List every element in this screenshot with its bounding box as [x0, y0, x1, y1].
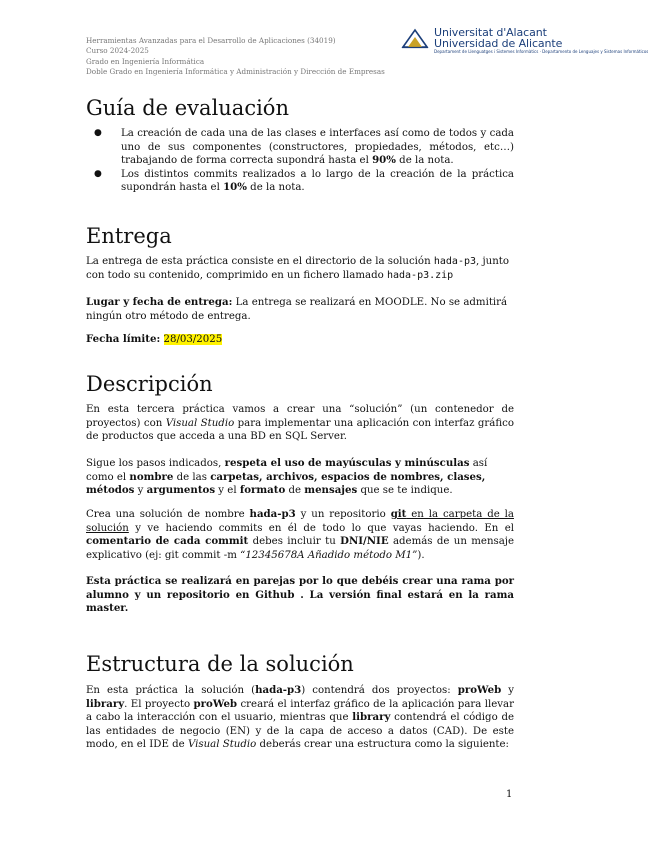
text-run: , junto con todo su contenido, comprimido en un fichero llamado: [86, 256, 510, 281]
description-paragraph-2: [86, 457, 514, 498]
bold-run: mensajes: [304, 484, 358, 496]
text-run: deberás crear una estructura como la siguiente:: [256, 739, 509, 750]
text-run: La entrega se realizará en MOODLE. No se admitirá ningún otro método de entrega.: [86, 297, 508, 322]
bold-run: respeta el uso de mayúsculas y minúsculas: [224, 457, 470, 469]
bold-run: Esta práctica se realizará en parejas por lo que debéis crear una rama por alumno y un repositorio en Github . La versión final estará en la rama master.: [86, 575, 514, 614]
course-header: [86, 36, 406, 78]
text-run: y: [134, 485, 147, 496]
delivery-place-label: Lugar y fecha de entrega:: [86, 296, 233, 308]
bullet-emphasis: 10%: [223, 181, 247, 193]
visual-studio-term: Visual Studio: [165, 417, 235, 429]
delivery-place-paragraph: [86, 296, 514, 323]
description-paragraph-3: [86, 508, 514, 562]
heading-delivery: Entrega: [86, 224, 172, 248]
code-solution-dir: hada-p3: [433, 256, 477, 267]
university-logo: [401, 24, 648, 64]
list-item: [86, 168, 514, 195]
logo-line-2: Universidad de Alicante: [434, 37, 563, 50]
academic-year: Curso 2024-2025: [86, 46, 149, 56]
text-run: debes incluir tu: [248, 536, 341, 547]
bold-run: DNI/NIE: [340, 535, 389, 547]
text-run: La entrega de esta práctica consiste en el directorio de la solución: [86, 256, 434, 267]
bold-run: proWeb: [457, 684, 502, 696]
bold-run: hada-p3: [249, 508, 296, 520]
delivery-paragraph: [86, 255, 514, 282]
text-run: para implementar una aplicación con interfaz gráfico de productos que acceda a una BD en SQL Server.: [86, 417, 514, 442]
bullet-text-tail: de la nota.: [395, 155, 454, 166]
bold-run: library: [86, 697, 125, 710]
underline-run: en la carpeta de la solución: [86, 509, 514, 534]
text-run: En esta tercera práctica vamos a crear una “solución” (un contenedor de proyectos) con: [86, 404, 514, 429]
bold-run: hada-p3: [255, 684, 302, 696]
logo-subtitle: Departament de Llenguatges i Sistemes Informàtics · Departamento de Lenguajes y Sistemas Informáticos: [434, 49, 648, 54]
course-title: Herramientas Avanzadas para el Desarrollo de Aplicaciones (34019): [86, 36, 336, 45]
text-run: y: [501, 685, 515, 696]
bold-run: formato: [239, 484, 286, 496]
text-run: ).: [417, 549, 425, 561]
text-run: de: [285, 485, 305, 496]
deadline-paragraph: [86, 333, 514, 347]
text-run: además de un mensaje explicativo (ej: git commit -m: [86, 536, 514, 561]
bold-run: carpetas, archivos, espacios de nombres, clases, métodos: [86, 470, 486, 496]
heading-evaluation: Guía de evaluación: [86, 96, 289, 120]
degree-2: Doble Grado en Ingeniería Informática y Administración y Dirección de Empresas: [86, 67, 385, 77]
heading-description: Descripción: [86, 372, 213, 396]
bold-run: library: [352, 711, 391, 723]
text-run: y un repositorio: [295, 509, 391, 520]
text-run: Sigue los pasos indicados,: [86, 458, 225, 469]
bullet-text: Los distintos commits realizados a lo largo de la creación de la práctica supondrán hasta el: [121, 168, 514, 193]
logo-line-1: Universitat d'Alacant: [434, 26, 547, 39]
structure-paragraph: [86, 684, 514, 752]
text-run: Crea una solución de nombre: [86, 509, 250, 520]
bold-underline-run: git: [390, 508, 407, 520]
list-item: [86, 127, 514, 168]
deadline-value: 28/03/2025: [163, 334, 223, 345]
bullet-text-tail: de la nota.: [246, 182, 305, 193]
code-zip-file: hada-p3.zip: [386, 269, 454, 281]
bullet-icon: ●: [94, 128, 102, 138]
italic-run: “12345678A Añadido método M1”: [240, 549, 418, 561]
bold-run: comentario de cada commit: [86, 535, 249, 547]
text-run: En esta práctica la solución (: [86, 685, 256, 696]
bullet-emphasis: 90%: [372, 154, 396, 166]
description-paragraph-1: [86, 403, 514, 444]
text-run: que se te indique.: [357, 485, 453, 496]
text-run: contendrá el código de las entidades de negocio (EN) y de la capa de acceso a datos (CAD). De este modo, en el IDE de: [86, 712, 514, 750]
page-number: 1: [506, 789, 513, 800]
italic-run: Visual Studio: [187, 739, 257, 750]
bold-run: nombre: [129, 470, 174, 483]
deadline-label: Fecha límite:: [86, 333, 161, 345]
text-run: y el: [215, 485, 240, 496]
degree-1: Grado en Ingeniería Informática: [86, 56, 205, 66]
text-run: . El proyecto: [124, 698, 194, 710]
heading-structure: Estructura de la solución: [86, 652, 354, 676]
university-emblem-icon: [401, 27, 429, 49]
text-run: y ve haciendo commits en él de todo lo que vayas haciendo. En el: [128, 522, 514, 534]
text-run: así como el: [86, 458, 488, 483]
bullet-text: La creación de cada una de las clases e interfaces así como de todos y cada uno de sus componentes (constructores, propiedades, métodos, etc…) trabajando de forma correcta supondrá hasta el: [121, 128, 514, 166]
bold-run: argumentos: [146, 484, 216, 496]
text-run: creará el interfaz gráfico de la aplicación para llevar a cabo la interacción con el usuario, mientras que: [86, 698, 514, 723]
text-run: de las: [173, 471, 211, 483]
evaluation-list: [86, 127, 514, 195]
text-run: ) contendrá dos proyectos:: [301, 685, 458, 696]
bold-run: proWeb: [193, 697, 238, 710]
bullet-icon: ●: [94, 168, 102, 179]
description-paragraph-4: [86, 575, 514, 616]
